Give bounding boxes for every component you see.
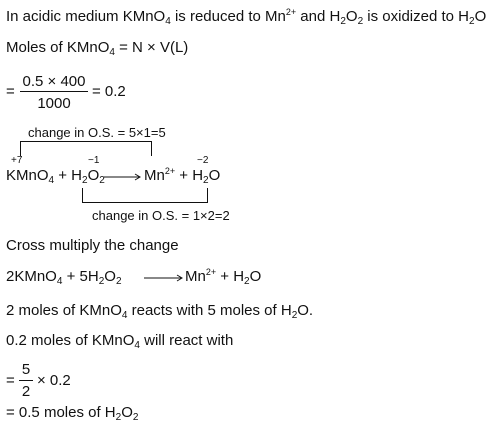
reaction-line: KMnO$_4$ + $H_2O_2$ (6, 167, 105, 186)
ox-state-mn: +7 (11, 155, 23, 166)
balanced-reaction: 2KMnO$_4$ + $5H_2O_2$ (6, 268, 122, 287)
final-answer: = 0.5 moles of $H_2O_2$ (6, 404, 139, 423)
change-top-bracket (20, 141, 152, 156)
fraction-result: = 0.2 (92, 83, 126, 100)
change-bottom-bracket (82, 188, 208, 203)
reaction-arrow (104, 172, 144, 182)
fraction-numerator: 0.5 × 400 (22, 73, 86, 90)
balanced-products: $Mn^{2+} + H_2O$ (185, 267, 262, 287)
reaction-products: $Mn^{2+} + H_2O$ (144, 166, 221, 186)
balanced-arrow (144, 273, 186, 283)
ox-state-h2o: −2 (197, 155, 209, 166)
cross-multiply-heading: Cross multiply the change (6, 237, 179, 254)
statement-line: In acidic medium KMnO$_4$ is reduced to $Mn^{2+}$ and $H_2O_2$ is oxidized to $H_2O$ (6, 7, 486, 27)
fraction2-prefix: = (6, 372, 15, 389)
moles-formula-line: Moles of KMnO$_4$ = N × V(L) (6, 39, 189, 58)
fraction2-bar (19, 380, 33, 381)
given-moles-line: 0.2 moles of KMnO$_4$ will react with (6, 332, 234, 351)
fraction-prefix: = (6, 83, 15, 100)
ox-state-h2o2: −1 (88, 155, 100, 166)
mole-ratio-line: 2 moles of KMnO$_4$ reacts with 5 moles of $H_2O$. (6, 302, 314, 321)
fraction2-numerator: 5 (21, 361, 31, 378)
fraction-denominator: 1000 (37, 95, 71, 112)
fraction2-multiplier: × 0.2 (37, 372, 71, 389)
change-bottom-label: change in O.S. = 1×2=2 (92, 208, 230, 223)
fraction-bar (20, 91, 88, 92)
fraction2-denominator: 2 (21, 383, 31, 400)
change-top-label: change in O.S. = 5×1=5 (28, 125, 166, 140)
